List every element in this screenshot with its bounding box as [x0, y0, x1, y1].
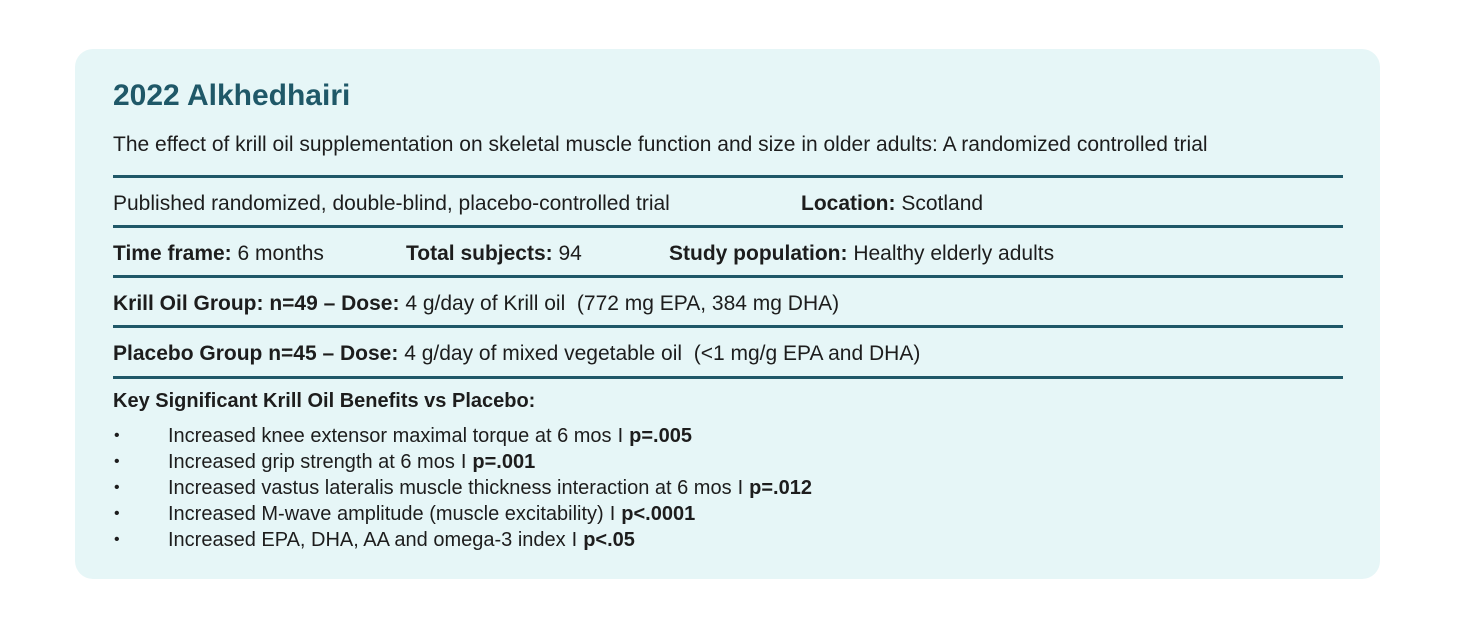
separator: I — [737, 477, 744, 499]
p-value: p<.05 — [583, 529, 635, 551]
p-value: p=.001 — [472, 451, 536, 473]
study-population-label: Study population: — [669, 242, 848, 265]
benefits-heading: Key Significant Krill Oil Benefits vs Placebo: — [113, 390, 536, 412]
location — [801, 189, 983, 219]
study-population-value: Healthy elderly adults — [853, 242, 1055, 265]
separator: I — [617, 425, 624, 447]
location-label: Location: — [801, 192, 896, 215]
benefit-description: Increased knee extensor maximal torque at 6 mos — [168, 425, 612, 447]
bullet-icon: • — [114, 531, 120, 548]
krill-group — [113, 289, 839, 319]
study-title: 2022 Alkhedhairi — [113, 79, 351, 112]
study-card — [75, 49, 1380, 579]
study-population — [669, 239, 1054, 269]
location-value: Scotland — [901, 192, 984, 215]
time-frame — [113, 239, 324, 269]
separator: I — [571, 529, 578, 551]
divider — [113, 325, 1343, 328]
krill-group-label: Krill Oil Group: n=49 – Dose: — [113, 292, 400, 315]
separator: I — [609, 503, 616, 525]
benefit-description: Increased grip strength at 6 mos — [168, 451, 455, 473]
benefit-description: Increased EPA, DHA, AA and omega-3 index — [168, 529, 566, 551]
study-subtitle: The effect of krill oil supplementation on skeletal muscle function and size in older adults: A randomized controlled trial — [113, 133, 1208, 156]
divider — [113, 376, 1343, 379]
trial-design: Published randomized, double-blind, placebo-controlled trial — [113, 192, 670, 215]
total-subjects-value: 94 — [558, 242, 582, 265]
time-frame-value: 6 months — [237, 242, 324, 265]
placebo-group-dose: 4 g/day of mixed vegetable oil (<1 mg/g EPA and DHA) — [404, 342, 921, 365]
divider — [113, 225, 1343, 228]
benefit-description: Increased vastus lateralis muscle thickness interaction at 6 mos — [168, 477, 732, 499]
separator: I — [460, 451, 467, 473]
total-subjects-label: Total subjects: — [406, 242, 553, 265]
divider — [113, 175, 1343, 178]
placebo-group-label: Placebo Group n=45 – Dose: — [113, 342, 399, 365]
benefit-text — [168, 501, 695, 527]
benefit-text — [168, 449, 535, 475]
time-frame-label: Time frame: — [113, 242, 232, 265]
p-value: p=.012 — [749, 477, 812, 499]
bullet-icon: • — [114, 453, 120, 470]
benefit-text — [168, 527, 635, 553]
benefit-text — [168, 423, 692, 449]
benefit-text — [168, 475, 812, 501]
bullet-icon: • — [114, 505, 120, 522]
krill-group-dose: 4 g/day of Krill oil (772 mg EPA, 384 mg DHA) — [405, 292, 840, 315]
p-value: p=.005 — [629, 425, 692, 447]
placebo-group — [113, 339, 920, 369]
benefit-description: Increased M-wave amplitude (muscle excitability) — [168, 503, 604, 525]
bullet-icon: • — [114, 427, 120, 444]
total-subjects — [406, 239, 582, 269]
bullet-icon: • — [114, 479, 120, 496]
p-value: p<.0001 — [621, 503, 696, 525]
divider — [113, 275, 1343, 278]
